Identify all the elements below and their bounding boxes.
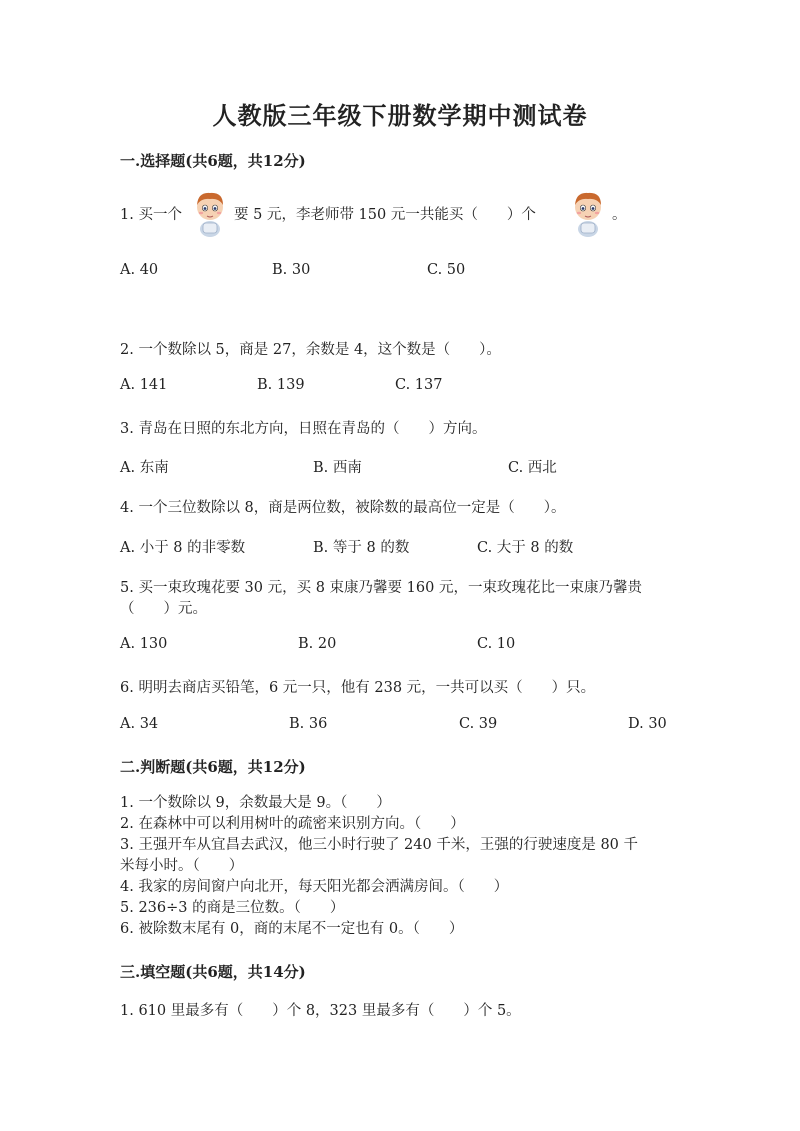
question-3-option-b: B. 西南	[313, 460, 362, 476]
question-2-stem: 2. 一个数除以 5，商是 27，余数是 4，这个数是（ ）。	[120, 342, 501, 358]
judge-item-5: 5. 236÷3 的商是三位数。（ ）	[120, 900, 345, 916]
question-6-option-d: D. 30	[628, 716, 667, 732]
question-4-option-c: C. 大于 8 的数	[477, 540, 574, 556]
question-6-stem: 6. 明明去商店买铅笔，6 元一只，他有 238 元，一共可以买（ ）只。	[120, 680, 596, 696]
question-5-stem-line2: （ ）元。	[120, 601, 207, 617]
judge-item-4: 4. 我家的房间窗户向北开，每天阳光都会洒满房间。（ ）	[120, 879, 509, 895]
question-1-option-a: A. 40	[120, 262, 159, 278]
page-title: 人教版三年级下册数学期中测试卷	[212, 101, 588, 130]
section-heading-choice: 一.选择题(共6题，共12分)	[120, 152, 306, 170]
question-1-option-b: B. 30	[272, 262, 311, 278]
question-6-option-b: B. 36	[289, 716, 328, 732]
question-3-stem: 3. 青岛在日照的东北方向，日照在青岛的（ ）方向。	[120, 421, 487, 437]
question-2-option-a: A. 141	[120, 377, 168, 393]
section-heading-judge: 二.判断题(共6题，共12分)	[120, 758, 306, 776]
question-3-option-c: C. 西北	[508, 460, 557, 476]
judge-item-2: 2. 在森林中可以利用树叶的疏密来识别方向。（ ）	[120, 816, 465, 832]
fill-item-1: 1. 610 里最多有（ ）个 8，323 里最多有（ ）个 5。	[120, 1003, 521, 1019]
judge-item-3-line1: 3. 王强开车从宜昌去武汉，他三小时行驶了 240 千米，王强的行驶速度是 80 千	[120, 837, 639, 853]
section-heading-fill: 三.填空题(共6题，共14分)	[120, 963, 306, 981]
question-1-stem-part2: 要 5 元，李老师带 150 元一共能买（ ）个	[234, 207, 536, 223]
question-1-stem-part1: 1. 买一个	[120, 207, 182, 223]
question-5-option-a: A. 130	[120, 636, 168, 652]
question-2-option-b: B. 139	[257, 377, 305, 393]
question-1-option-c: C. 50	[427, 262, 466, 278]
question-5-stem-line1: 5. 买一束玫瑰花要 30 元，买 8 束康乃馨要 160 元，一束玫瑰花比一束康乃馨贵	[120, 580, 642, 596]
judge-item-1: 1. 一个数除以 9，余数最大是 9。（ ）	[120, 795, 391, 811]
judge-item-6: 6. 被除数末尾有 0，商的末尾不一定也有 0。（ ）	[120, 921, 464, 937]
question-2-option-c: C. 137	[395, 377, 443, 393]
question-1-stem-part3: 。	[612, 207, 627, 223]
question-6-option-a: A. 34	[120, 716, 159, 732]
question-6-option-c: C. 39	[459, 716, 498, 732]
boy-icon	[568, 189, 608, 237]
question-5-option-c: C. 10	[477, 636, 516, 652]
question-4-option-b: B. 等于 8 的数	[313, 540, 410, 556]
judge-item-3-line2: 米每小时。（ ）	[120, 858, 244, 874]
question-4-option-a: A. 小于 8 的非零数	[120, 540, 246, 556]
boy-icon	[190, 189, 230, 237]
question-4-stem: 4. 一个三位数除以 8，商是两位数，被除数的最高位一定是（ ）。	[120, 500, 566, 516]
question-5-option-b: B. 20	[298, 636, 337, 652]
question-3-option-a: A. 东南	[120, 460, 169, 476]
